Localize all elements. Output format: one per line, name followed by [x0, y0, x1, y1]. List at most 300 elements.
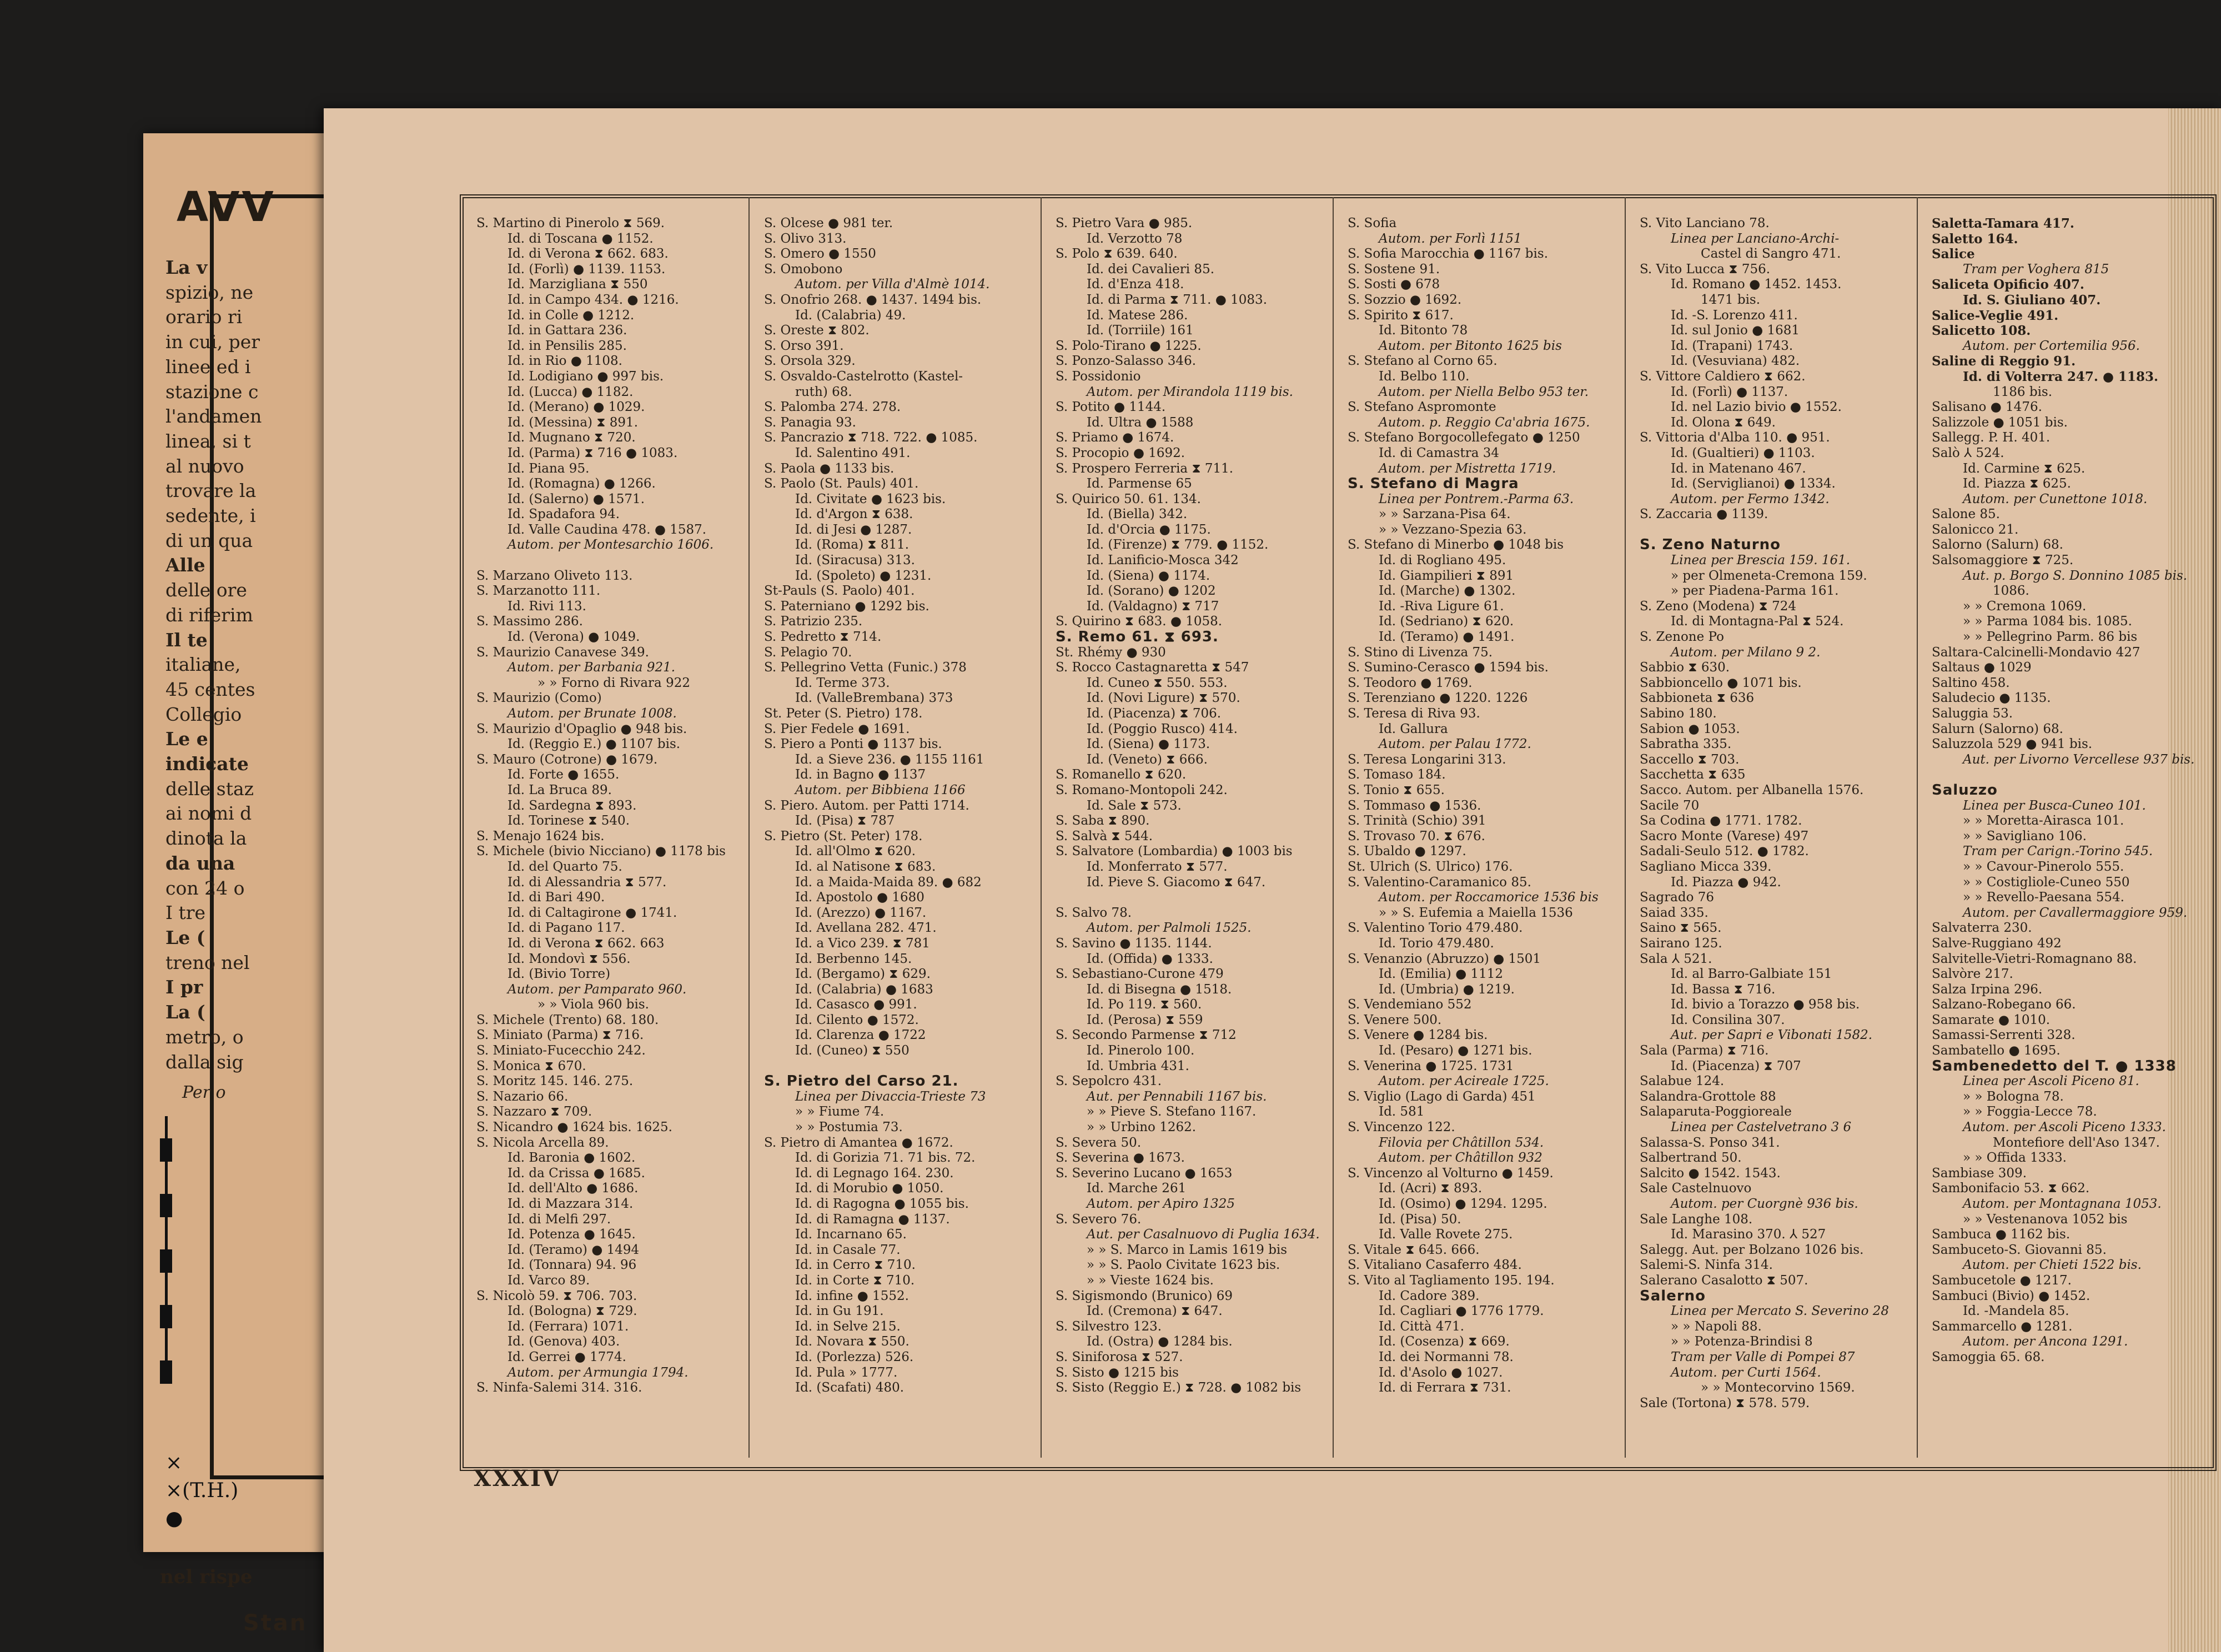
- index-entry: » » Vestenanova 1052 bis: [1963, 1212, 2128, 1227]
- column-rule: [1041, 197, 1042, 1458]
- index-entry: Id. (Calabria) ● 1683: [795, 982, 933, 997]
- index-entry: Id. S. Giuliano 407.: [1963, 292, 2101, 308]
- index-entry: S. Sumino-Cerasco ● 1594 bis.: [1348, 660, 1549, 675]
- index-entry: Linea per Ascoli Piceno 81.: [1963, 1074, 2139, 1089]
- index-entry: Saletta-Tamara 417.: [1932, 216, 2074, 231]
- index-heading-entry: S. Remo 61. ⧗ 693.: [1056, 629, 1219, 646]
- index-entry: S. Sostene 91.: [1348, 262, 1440, 277]
- index-entry: Salone 85.: [1932, 507, 2000, 522]
- index-entry: Samassi-Serrenti 328.: [1932, 1028, 2076, 1043]
- previous-page-line: linee ed i: [165, 355, 251, 378]
- index-entry: » » Sarzana-Pisa 64.: [1379, 507, 1511, 522]
- index-entry: Id. di Ragogna ● 1055 bis.: [795, 1197, 969, 1211]
- index-entry: Id. Mugnano ⧗ 720.: [507, 430, 636, 445]
- index-entry: Id. all'Olmo ⧗ 620.: [795, 844, 916, 859]
- index-entry: Id. di Verona ⧗ 662. 683.: [507, 247, 669, 262]
- index-entry: Id. (Spoleto) ● 1231.: [795, 568, 932, 583]
- index-entry: Id. Piana 95.: [507, 461, 590, 476]
- column-rule: [748, 197, 750, 1458]
- index-entry: [1640, 523, 1915, 538]
- index-entry: Id. a Vico 239. ⧗ 781: [795, 936, 930, 951]
- index-entry: Id. (Marche) ● 1302.: [1379, 584, 1516, 599]
- previous-page-text: [165, 255, 332, 1074]
- index-entry: Id. in Rio ● 1108.: [507, 354, 622, 369]
- index-entry: Salabue 124.: [1640, 1074, 1725, 1089]
- index-entry: S. Possidonio: [1056, 369, 1141, 384]
- index-entry: Salbertrand 50.: [1640, 1151, 1742, 1166]
- index-entry: Salandra-Grottole 88: [1640, 1089, 1776, 1104]
- index-entry: Id. (Osimo) ● 1294. 1295.: [1379, 1197, 1547, 1211]
- index-entry: » » Forno di Rivara 922: [537, 675, 690, 690]
- index-entry: S. Patrizio 235.: [764, 614, 863, 629]
- index-entry: St-Pauls (S. Paolo) 401.: [764, 584, 915, 599]
- index-entry: Id. di Ramagna ● 1137.: [795, 1212, 950, 1227]
- index-entry: S. Vittoria d'Alba 110. ● 951.: [1640, 430, 1830, 445]
- index-entry: S. Stefano Aspromonte: [1348, 400, 1496, 415]
- index-entry: Salorno (Salurn) 68.: [1932, 538, 2063, 553]
- index-entry: Autom. per Armungia 1794.: [507, 1365, 689, 1380]
- index-entry: Id. Spadafora 94.: [507, 507, 620, 522]
- index-entry: Autom. per Mirandola 1119 bis.: [1087, 384, 1293, 399]
- previous-page-line: sedente, i: [165, 505, 256, 527]
- index-entry: Sambuci (Bivio) ● 1452.: [1932, 1288, 2091, 1303]
- column-rule: [1625, 197, 1626, 1458]
- index-entry: Sale Langhe 108.: [1640, 1212, 1753, 1227]
- index-entry: Id. di Bari 490.: [507, 890, 605, 905]
- index-entry: Id. (Calabria) 49.: [795, 308, 906, 323]
- index-entry: Salvaterra 230.: [1932, 921, 2032, 936]
- index-entry: Id. (Pisa) ⧗ 787: [795, 814, 895, 828]
- index-entry: » » Urbino 1262.: [1087, 1120, 1197, 1135]
- previous-page-bottom-text: Stan: [243, 1610, 308, 1636]
- index-entry: S. Salvo 78.: [1056, 905, 1132, 920]
- legend-rail-symbols: [160, 1116, 271, 1383]
- previous-page-line: al nuovo: [165, 455, 244, 477]
- index-entry: Id. Sardegna ⧗ 893.: [507, 798, 637, 813]
- index-entry: S. Stino di Livenza 75.: [1348, 645, 1493, 660]
- index-entry: S. Sigismondo (Brunico) 69: [1056, 1288, 1233, 1303]
- index-entry: S. Mauro (Cotrone) ● 1679.: [476, 752, 658, 767]
- index-entry: Sabbio ⧗ 630.: [1640, 660, 1730, 675]
- previous-page-line: delle ore: [165, 579, 247, 601]
- index-entry: S. Martino di Pinerolo ⧗ 569.: [476, 216, 665, 230]
- index-entry: Autom. per Chieti 1522 bis.: [1963, 1258, 2142, 1273]
- index-entry: Aut. per Pennabili 1167 bis.: [1087, 1089, 1267, 1104]
- index-entry: Autom. per Palmoli 1525.: [1087, 921, 1252, 936]
- index-entry: Id. Incarnano 65.: [795, 1227, 907, 1242]
- index-entry: Id. -Mandela 85.: [1963, 1304, 2069, 1319]
- index-entry: Salice: [1932, 247, 1975, 262]
- index-entry: Id. Carmine ⧗ 625.: [1963, 461, 2086, 476]
- index-entry: Id. (Scafati) 480.: [795, 1380, 905, 1395]
- index-entry: S. Paola ● 1133 bis.: [764, 461, 895, 476]
- index-entry: S. Savino ● 1135. 1144.: [1056, 936, 1212, 951]
- index-entry: Salvitelle-Vietri-Romagnano 88.: [1932, 951, 2137, 966]
- index-entry: S. Paterniano ● 1292 bis.: [764, 599, 929, 614]
- index-entry: Montefiore dell'Aso 1347.: [1993, 1135, 2160, 1150]
- index-entry: S. Pellegrino Vetta (Funic.) 378: [764, 660, 967, 675]
- index-entry: S. Silvestro 123.: [1056, 1319, 1162, 1334]
- index-entry: Id. (Piacenza) ⧗ 706.: [1087, 706, 1222, 721]
- index-entry: » » Foggia-Lecce 78.: [1963, 1104, 2097, 1119]
- index-entry: Id. Clarenza ● 1722: [795, 1028, 926, 1043]
- index-entry: Id. (Genova) 403.: [507, 1334, 620, 1349]
- index-entry: Sacco. Autom. per Albanella 1576.: [1640, 782, 1864, 797]
- index-entry: S. Viglio (Lago di Garda) 451: [1348, 1089, 1536, 1104]
- index-entry: Id. al Barro-Galbiate 151: [1671, 967, 1832, 982]
- index-entry: Id. Cilento ● 1572.: [795, 1012, 919, 1027]
- index-entry: Id. -Riva Ligure 61.: [1379, 599, 1504, 614]
- index-entry: S. Nicola Arcella 89.: [476, 1135, 609, 1150]
- index-entry: S. Omero ● 1550: [764, 247, 876, 262]
- index-entry: Aut. per Casalnuovo di Puglia 1634.: [1087, 1227, 1320, 1242]
- index-entry: S. Maurizio Canavese 349.: [476, 645, 649, 660]
- previous-page-line: I pr: [165, 976, 203, 998]
- index-entry: Autom. per Forlì 1151: [1379, 231, 1522, 246]
- index-entry: Id. di Pagano 117.: [507, 921, 625, 936]
- index-entry: Id. di Camastra 34: [1379, 445, 1499, 460]
- index-entry: Salò ⅄ 524.: [1932, 445, 2004, 460]
- index-entry: Id. (Trapani) 1743.: [1671, 338, 1793, 353]
- index-entry: S. Sepolcro 431.: [1056, 1074, 1162, 1089]
- previous-page-line: orario ri: [165, 306, 243, 328]
- index-entry: » » Pellegrino Parm. 86 bis: [1963, 630, 2138, 645]
- index-entry: Id. Gallura: [1379, 721, 1448, 736]
- index-entry: » » S. Marco in Lamis 1619 bis: [1087, 1242, 1288, 1257]
- previous-page-line: Le e: [165, 728, 208, 750]
- index-entry: Id. Forte ● 1655.: [507, 767, 620, 782]
- index-entry: S. Michele (bivio Nicciano) ● 1178 bis: [476, 844, 726, 859]
- index-heading-entry: Salerno: [1640, 1287, 1706, 1304]
- index-entry: S. Pietro Vara ● 985.: [1056, 216, 1193, 230]
- index-entry: Id. (Cuneo) ⧗ 550: [795, 1043, 909, 1058]
- index-heading-entry: S. Stefano di Magra: [1348, 475, 1519, 493]
- index-entry: Id. (Romagna) ● 1266.: [507, 476, 656, 491]
- column-rule: [1333, 197, 1334, 1458]
- index-entry: Id. (Salerno) ● 1571.: [507, 491, 645, 506]
- index-entry: Id. (Veneto) ⧗ 666.: [1087, 752, 1208, 767]
- index-entry: Autom. per Ancona 1291.: [1963, 1334, 2128, 1349]
- index-entry: S. Piero a Ponti ● 1137 bis.: [764, 737, 942, 752]
- index-entry: » » Moretta-Airasca 101.: [1963, 814, 2124, 828]
- index-entry: Id. Po 119. ⧗ 560.: [1087, 997, 1202, 1012]
- index-entry: Id. (Pesaro) ● 1271 bis.: [1379, 1043, 1532, 1058]
- index-entry: Autom. per Fermo 1342.: [1671, 491, 1830, 506]
- index-entry: Linea per Divaccia-Trieste 73: [795, 1089, 986, 1104]
- index-entry: Autom. per Acireale 1725.: [1379, 1074, 1549, 1089]
- index-entry: Aut. per Sapri e Vibonati 1582.: [1671, 1028, 1873, 1043]
- index-entry: Id. in Cerro ⧗ 710.: [795, 1258, 916, 1273]
- index-entry: Id. Ultra ● 1588: [1087, 415, 1194, 430]
- index-entry: Id. (Cremona) ⧗ 647.: [1087, 1304, 1223, 1319]
- previous-page-line: 45 centes: [165, 678, 255, 700]
- previous-page-heading: AVV: [177, 183, 276, 231]
- index-entry: S. Maurizio (Como): [476, 691, 602, 706]
- index-entry: Autom. per Cavallermaggiore 959.: [1963, 905, 2188, 920]
- index-entry: Id. (Gualtieri) ● 1103.: [1671, 445, 1815, 460]
- index-entry: S. Maurizio d'Opaglio ● 948 bis.: [476, 721, 687, 736]
- index-entry: Id. Varco 89.: [507, 1273, 590, 1288]
- index-column-3: [1056, 216, 1330, 1443]
- index-entry: Autom. per Montesarchio 1606.: [507, 538, 714, 553]
- index-entry: Id. di Montagna-Pal ⧗ 524.: [1671, 614, 1844, 629]
- index-entry: S. Teresa di Riva 93.: [1348, 706, 1480, 721]
- index-entry: Id. d'Asolo ● 1027.: [1379, 1365, 1503, 1380]
- index-entry: Id. (Lucca) ● 1182.: [507, 384, 634, 399]
- index-entry: Samoggia 65. 68.: [1932, 1349, 2045, 1364]
- index-entry: Id. Rivi 113.: [507, 599, 586, 614]
- index-entry: Aut. per Livorno Vercellese 937 bis.: [1963, 752, 2195, 767]
- index-column-4: [1348, 216, 1622, 1443]
- index-entry: Id. -S. Lorenzo 411.: [1671, 308, 1798, 323]
- index-entry: Id. (Tonnara) 94. 96: [507, 1258, 637, 1273]
- index-entry: Sala ⅄ 521.: [1640, 951, 1712, 966]
- index-entry: Salaparuta-Poggioreale: [1640, 1104, 1792, 1119]
- index-entry: Salisano ● 1476.: [1932, 400, 2042, 415]
- index-entry: S. Salvà ⧗ 544.: [1056, 828, 1153, 843]
- previous-page-line: La (: [165, 1001, 205, 1023]
- index-entry: Id. (Piacenza) ⧗ 707: [1671, 1058, 1801, 1073]
- index-entry: Id. Gerrei ● 1774.: [507, 1349, 626, 1364]
- index-entry: S. Olivo 313.: [764, 231, 847, 246]
- index-entry: Salzano-Robegano 66.: [1932, 997, 2076, 1012]
- index-entry: S. Priamo ● 1674.: [1056, 430, 1174, 445]
- index-entry: S. Venere 500.: [1348, 1012, 1442, 1027]
- index-entry: Id. infine ● 1552.: [795, 1288, 909, 1303]
- index-entry: S. Salvatore (Lombardia) ● 1003 bis: [1056, 844, 1293, 859]
- index-entry: Id. 581: [1379, 1104, 1425, 1119]
- index-entry: Id. in Colle ● 1212.: [507, 308, 635, 323]
- index-entry: S. Severino Lucano ● 1653: [1056, 1166, 1233, 1181]
- index-entry: Sa Codina ● 1771. 1782.: [1640, 814, 1802, 828]
- previous-page-line: linea, si t: [165, 430, 251, 452]
- index-entry: S. Venerina ● 1725. 1731: [1348, 1058, 1514, 1073]
- index-entry: Salicetto 108.: [1932, 323, 2031, 339]
- index-entry: Linea per Pontrem.-Parma 63.: [1379, 491, 1574, 506]
- index-entry: Id. (Perosa) ⧗ 559: [1087, 1012, 1203, 1027]
- index-entry: Autom. per Cuorgnè 936 bis.: [1671, 1197, 1858, 1211]
- index-entry: Id. Matese 286.: [1087, 308, 1188, 323]
- index-entry: Id. Lodigiano ● 997 bis.: [507, 369, 664, 384]
- index-entry: Saltara-Calcinelli-Mondavio 427: [1932, 645, 2140, 660]
- index-entry: S. Orsola 329.: [764, 354, 856, 369]
- index-entry: Salonicco 21.: [1932, 522, 2019, 537]
- index-entry: S. Zeno (Modena) ⧗ 724: [1640, 599, 1796, 614]
- index-entry: Id. (Porlezza) 526.: [795, 1349, 914, 1364]
- index-entry: Id. al Natisone ⧗ 683.: [795, 859, 936, 874]
- index-entry: Id. (Forlì) ● 1139. 1153.: [507, 262, 666, 277]
- index-entry: Sambuceto-S. Giovanni 85.: [1932, 1242, 2107, 1257]
- index-entry: » » Revello-Paesana 554.: [1963, 890, 2124, 905]
- index-entry: Sagrado 76: [1640, 890, 1715, 905]
- index-entry: S. Sofia: [1348, 216, 1397, 230]
- legend-symbol-cross: ×: [165, 1452, 183, 1474]
- index-entry: S. Menajo 1624 bis.: [476, 828, 605, 843]
- index-entry: Autom. per Villa d'Almè 1014.: [795, 277, 990, 292]
- index-entry: Id. Sale ⧗ 573.: [1087, 798, 1182, 813]
- index-entry: » per Olmeneta-Cremona 159.: [1671, 568, 1867, 583]
- index-entry: S. Vincenzo al Volturno ● 1459.: [1348, 1166, 1554, 1181]
- index-entry: Autom. per Palau 1772.: [1379, 737, 1531, 752]
- index-entry: S. Potito ● 1144.: [1056, 400, 1166, 415]
- index-entry: Id. in Bagno ● 1137: [795, 767, 926, 782]
- index-entry: Salcito ● 1542. 1543.: [1640, 1166, 1781, 1181]
- index-entry: » » Pieve S. Stefano 1167.: [1087, 1104, 1257, 1119]
- index-entry: S. Piero. Autom. per Patti 1714.: [764, 798, 969, 813]
- index-entry: S. Sisto ● 1215 bis: [1056, 1365, 1179, 1380]
- index-entry: Id. Valle Caudina 478. ● 1587.: [507, 522, 707, 537]
- index-entry: S. Oreste ⧗ 802.: [764, 323, 870, 338]
- index-entry: Linea per Brescia 159. 161.: [1671, 553, 1851, 568]
- index-entry: Id. (Teramo) ● 1494: [507, 1242, 640, 1257]
- index-entry: Id. (Emilia) ● 1112: [1379, 967, 1503, 982]
- index-entry: Id. (Valdagno) ⧗ 717: [1087, 599, 1219, 614]
- previous-page-line: trovare la: [165, 480, 257, 502]
- index-entry: Id. (Biella) 342.: [1087, 507, 1188, 522]
- index-entry: » » Costigliole-Cuneo 550: [1963, 875, 2130, 890]
- index-entry: Saline di Reggio 91.: [1932, 354, 2076, 369]
- previous-page-footer-text: nel rispe: [160, 1566, 253, 1588]
- index-entry: Autom. per Cortemilia 956.: [1963, 338, 2140, 353]
- index-column-1: [476, 216, 746, 1443]
- index-entry: Id. Baronia ● 1602.: [507, 1151, 636, 1166]
- index-entry: S. Ubaldo ● 1297.: [1348, 844, 1466, 859]
- index-entry: Linea per Castelvetrano 3 6: [1671, 1120, 1852, 1135]
- index-entry: Id. di Parma ⧗ 711. ● 1083.: [1087, 292, 1268, 307]
- index-entry: Id. (Teramo) ● 1491.: [1379, 630, 1515, 645]
- index-entry: S. Spirito ⧗ 617.: [1348, 308, 1454, 323]
- index-entry: Id. in Gattara 236.: [507, 323, 627, 338]
- index-entry: » » Parma 1084 bis. 1085.: [1963, 614, 2132, 629]
- index-entry: Samarate ● 1010.: [1932, 1012, 2051, 1027]
- index-entry: Salurn (Salorno) 68.: [1932, 721, 2063, 736]
- index-entry: S. Polo ⧗ 639. 640.: [1056, 247, 1178, 262]
- index-entry: Saiad 335.: [1640, 905, 1709, 920]
- index-entry: Id. Marche 261: [1087, 1181, 1187, 1196]
- index-entry: Autom. per Roccamorice 1536 bis: [1379, 890, 1599, 905]
- index-entry: Id. Pieve S. Giacomo ⧗ 647.: [1087, 875, 1266, 890]
- index-entry: S. Pier Fedele ● 1691.: [764, 721, 910, 736]
- previous-page-line: Il te: [165, 629, 208, 651]
- index-entry: Id. (Reggio E.) ● 1107 bis.: [507, 737, 681, 752]
- index-entry: S. Zaccaria ● 1139.: [1640, 507, 1768, 522]
- index-entry: Salizzole ● 1051 bis.: [1932, 415, 2068, 430]
- index-entry: » per Piadena-Parma 161.: [1671, 584, 1839, 599]
- index-entry: Id. Bassa ⧗ 716.: [1671, 982, 1776, 997]
- index-entry: Id. dell'Alto ● 1686.: [507, 1181, 639, 1196]
- index-entry: S. Nazzaro ⧗ 709.: [476, 1104, 592, 1119]
- index-entry: S. Vitaliano Casaferro 484.: [1348, 1258, 1522, 1273]
- index-entry: Id. Valle Rovete 275.: [1379, 1227, 1513, 1242]
- index-entry: [1056, 890, 1330, 906]
- index-entry: S. Siniforosa ⧗ 527.: [1056, 1349, 1183, 1364]
- index-entry: Id. (Bivio Torre): [507, 967, 611, 982]
- index-entry: Id. Lanificio-Mosca 342: [1087, 553, 1239, 568]
- index-entry: Id. (Firenze) ⧗ 779. ● 1152.: [1087, 538, 1269, 553]
- index-entry: Sacchetta ⧗ 635: [1640, 767, 1746, 782]
- index-entry: Sambiase 309.: [1932, 1166, 2027, 1181]
- index-entry: Id. di Alessandria ⧗ 577.: [507, 875, 667, 890]
- index-entry: Autom. per Curti 1564.: [1671, 1365, 1821, 1380]
- index-entry: S. Tonio ⧗ 655.: [1348, 782, 1445, 797]
- index-entry: Id. Pula » 1777.: [795, 1365, 898, 1380]
- index-entry: Salice-Veglie 491.: [1932, 308, 2059, 323]
- index-entry: S. Sofia Marocchia ● 1167 bis.: [1348, 247, 1549, 262]
- index-entry: Saludecio ● 1135.: [1932, 691, 2051, 706]
- index-entry: S. Nicolò 59. ⧗ 706. 703.: [476, 1288, 637, 1303]
- index-entry: Salve-Ruggiano 492: [1932, 936, 2062, 951]
- index-entry: Id. bivio a Torazzo ● 958 bis.: [1671, 997, 1860, 1012]
- index-entry: S. Palomba 274. 278.: [764, 400, 901, 415]
- index-entry: Autom. per Châtillon 932: [1379, 1151, 1542, 1166]
- index-entry: Id. (Roma) ⧗ 811.: [795, 538, 909, 553]
- index-entry: » » Postumia 73.: [795, 1120, 903, 1135]
- index-entry: Id. Città 471.: [1379, 1319, 1465, 1334]
- index-entry: Id. Pinerolo 100.: [1087, 1043, 1195, 1058]
- index-entry: S. Omobono: [764, 262, 843, 277]
- index-entry: S. Sebastiano-Curone 479: [1056, 967, 1224, 982]
- index-entry: Id. Casasco ● 991.: [795, 997, 917, 1012]
- previous-page-line: Collegio: [165, 703, 242, 725]
- index-entry: Id. d'Orcia ● 1175.: [1087, 522, 1211, 537]
- index-entry: Salegg. Aut. per Bolzano 1026 bis.: [1640, 1242, 1864, 1257]
- index-entry: Id. Piazza ● 942.: [1671, 875, 1781, 890]
- index-entry: Id. (Bergamo) ⧗ 629.: [795, 967, 931, 982]
- index-entry: Id. Terme 373.: [795, 675, 890, 690]
- index-entry: Autom. per Pamparato 960.: [507, 982, 687, 997]
- previous-page-line: metro, o: [165, 1026, 244, 1048]
- index-entry: Sambatello ● 1695.: [1932, 1043, 2061, 1058]
- index-entry: S. Sosti ● 678: [1348, 277, 1440, 292]
- index-entry: Id. Avellana 282. 471.: [795, 921, 937, 936]
- index-entry: Linea per Lanciano-Archi-: [1671, 231, 1840, 246]
- index-entry: » » Vieste 1624 bis.: [1087, 1273, 1214, 1288]
- index-entry: Id. (Ferrara) 1071.: [507, 1319, 629, 1334]
- index-entry: [1932, 767, 2204, 783]
- index-entry: Id. (Serviglianoi) ● 1334.: [1671, 476, 1836, 491]
- index-entry: Id. (Siracusa) 313.: [795, 553, 915, 568]
- index-entry: S. Vincenzo 122.: [1348, 1120, 1455, 1135]
- index-entry: Sala (Parma) ⧗ 716.: [1640, 1043, 1769, 1058]
- index-entry: » » Cremona 1069.: [1963, 599, 2087, 614]
- index-entry: S. Rocco Castagnaretta ⧗ 547: [1056, 660, 1249, 675]
- index-entry: Id. (Siena) ● 1174.: [1087, 568, 1210, 583]
- index-entry: S. Orso 391.: [764, 338, 844, 353]
- index-entry: S. Teresa Longarini 313.: [1348, 752, 1506, 767]
- index-entry: Sambuca ● 1162 bis.: [1932, 1227, 2071, 1242]
- previous-page-line: di un qua: [165, 529, 253, 551]
- previous-page-line: I tre: [165, 902, 206, 924]
- index-entry: » » Viola 960 bis.: [537, 997, 649, 1012]
- index-entry: Id. (Umbria) ● 1219.: [1379, 982, 1515, 997]
- index-entry: Salerano Casalotto ⧗ 507.: [1640, 1273, 1808, 1288]
- index-heading-entry: Saluzzo: [1932, 781, 1998, 799]
- index-entry: Id. Marzigliana ⧗ 550: [507, 277, 648, 292]
- index-entry: Id. (Forlì) ● 1137.: [1671, 384, 1788, 399]
- index-entry: S. Onofrio 268. ● 1437. 1494 bis.: [764, 292, 982, 307]
- index-entry: Salvòre 217.: [1932, 967, 2013, 982]
- index-entry: Linea per Busca-Cuneo 101.: [1963, 798, 2146, 813]
- index-entry: S. Terenziano ● 1220. 1226: [1348, 691, 1528, 706]
- previous-page-line: l'andamen: [165, 405, 262, 428]
- index-entry: Sambonifacio 53. ⧗ 662.: [1932, 1181, 2090, 1196]
- index-entry: » » S. Paolo Civitate 1623 bis.: [1087, 1258, 1280, 1273]
- index-entry: S. Trovaso 70. ⧗ 676.: [1348, 828, 1485, 843]
- index-entry: S. Vito Lucca ⧗ 756.: [1640, 262, 1771, 277]
- index-entry: S. Severo 76.: [1056, 1212, 1142, 1227]
- index-entry: Id. Monferrato ⧗ 577.: [1087, 859, 1228, 874]
- index-entry: S. Stefano di Minerbo ● 1048 bis: [1348, 538, 1564, 553]
